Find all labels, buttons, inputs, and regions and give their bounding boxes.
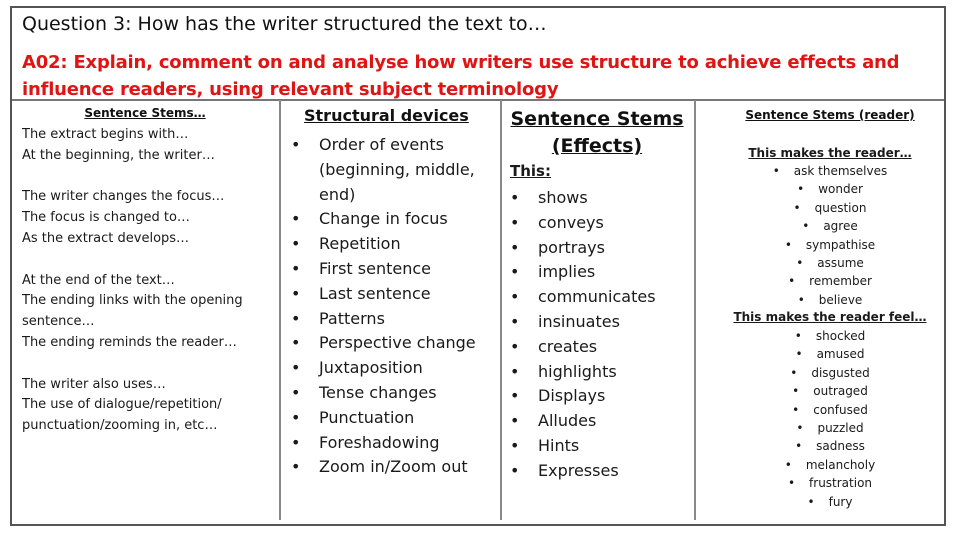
reader-item <box>696 474 960 492</box>
sentence-stem: At the beginning, the writer… <box>22 147 215 163</box>
effect-item <box>506 434 656 459</box>
sentence-stem: As the extract develops… <box>22 231 190 246</box>
structural-device-label: Juxtaposition <box>319 358 423 378</box>
sentence-stem: punctuation/zooming in, etc… <box>22 418 218 434</box>
sentence-stem: The ending reminds the reader… <box>22 335 237 350</box>
reader-item-label: frustration <box>809 476 873 491</box>
bullet-icon: • <box>796 421 804 436</box>
reader-item <box>696 272 960 290</box>
bullet-icon: • <box>802 219 810 234</box>
reader-item <box>696 236 960 254</box>
effect-label: highlights <box>538 361 617 381</box>
reader-item-label: sympathise <box>805 237 876 252</box>
sentence-stem: The ending links with the opening <box>22 293 243 309</box>
effect-label: Displays <box>538 386 606 406</box>
reader-item-label: remember <box>809 274 872 289</box>
reader-item <box>696 180 960 198</box>
structural-device-item <box>286 431 494 456</box>
reader-title: Sentence Stems (reader) <box>745 108 915 122</box>
effect-label: Hints <box>538 435 580 455</box>
bullet-icon: • <box>510 411 520 431</box>
bullet-icon: • <box>510 237 520 257</box>
effects-column <box>502 100 692 520</box>
reader-item <box>696 199 960 217</box>
effect-label: communicates <box>538 287 656 307</box>
reader-item-label: outraged <box>813 384 868 399</box>
sentence-stem: At the end of the text… <box>22 272 175 288</box>
effect-item <box>506 186 656 211</box>
bullet-icon: • <box>807 494 815 509</box>
reader-item <box>696 401 960 419</box>
reader-subtitle-1: This makes the reader… <box>748 146 912 160</box>
effect-label: Expresses <box>538 460 619 480</box>
bullet-icon: • <box>510 311 520 331</box>
reader-item-label: amused <box>816 347 865 362</box>
bullet-icon: • <box>784 237 792 252</box>
reader-item <box>696 437 960 455</box>
effect-item <box>506 236 656 261</box>
effect-item <box>506 409 656 434</box>
reader-item <box>696 217 960 235</box>
structural-device-item <box>286 307 494 332</box>
bullet-icon: • <box>291 209 301 229</box>
bullet-icon: • <box>291 308 301 328</box>
reader-item-label: puzzled <box>817 421 864 436</box>
reader-item <box>696 456 960 474</box>
sentence-stem: The extract begins with… <box>22 127 189 142</box>
structural-device-item <box>286 356 494 381</box>
reader-item <box>696 493 960 511</box>
effect-item <box>506 285 656 310</box>
reader-item-label: disgusted <box>811 365 870 380</box>
bullet-icon: • <box>510 386 520 406</box>
bullet-icon: • <box>291 382 301 402</box>
bullet-icon: • <box>787 476 796 491</box>
effects-subtitle: This: <box>510 162 551 180</box>
effect-item <box>506 310 656 335</box>
structural-device-label: Tense changes <box>319 382 437 402</box>
sentence-stem: The writer also uses… <box>22 376 166 392</box>
bullet-icon: • <box>291 457 301 477</box>
reader-item <box>696 291 960 309</box>
effects-title: Sentence Stems (Effects) <box>510 108 684 157</box>
reader-item-label: sadness <box>816 439 865 454</box>
bullet-icon: • <box>796 256 804 271</box>
bullet-icon: • <box>291 432 301 452</box>
bullet-icon: • <box>794 329 802 343</box>
bullet-icon: • <box>797 292 805 307</box>
bullet-icon: • <box>291 283 301 303</box>
bullet-icon: • <box>795 439 803 454</box>
bullet-icon: • <box>772 164 780 178</box>
structural-device-item <box>286 331 494 356</box>
bullet-icon: • <box>797 182 805 197</box>
structural-device-item <box>286 133 494 207</box>
bullet-icon: • <box>790 365 798 380</box>
reader-item-label: melancholy <box>805 457 876 472</box>
bullet-icon: • <box>291 333 301 353</box>
reader-actions-list <box>696 162 960 309</box>
effect-label: creates <box>538 336 598 356</box>
reader-item-label: assume <box>817 256 864 271</box>
structural-device-label: Last sentence <box>319 283 431 303</box>
bullet-icon: • <box>792 402 800 417</box>
reader-item <box>696 382 960 400</box>
structural-devices-title: Structural devices <box>304 106 469 125</box>
effect-label: Alludes <box>538 411 597 431</box>
reader-item-label: question <box>814 200 867 215</box>
worksheet-header <box>12 7 944 99</box>
bullet-icon: • <box>291 135 301 154</box>
reader-item-label: believe <box>818 292 863 307</box>
reader-item-label: confused <box>813 402 868 417</box>
reader-item <box>696 254 960 272</box>
reader-item <box>696 162 960 180</box>
reader-item-label: agree <box>823 219 858 234</box>
bullet-icon: • <box>788 274 796 289</box>
structural-device-item <box>286 406 494 431</box>
reader-item <box>696 364 960 382</box>
question-title: Question 3: How has the writer structured the text to… <box>22 13 547 35</box>
reader-subtitle-2: This makes the reader feel… <box>733 310 927 324</box>
reader-item-label: ask themselves <box>793 164 888 178</box>
sentence-stems-column <box>12 100 278 520</box>
effect-label: portrays <box>538 237 605 257</box>
bullet-icon: • <box>793 200 801 215</box>
reader-item-label: wonder <box>818 182 863 197</box>
reader-item <box>696 345 960 363</box>
structural-device-label: Zoom in/Zoom out <box>319 457 468 477</box>
structural-device-item <box>286 282 494 307</box>
bullet-icon: • <box>291 358 301 378</box>
effect-item <box>506 211 656 236</box>
bullet-icon: • <box>510 361 520 381</box>
structural-device-item <box>286 381 494 406</box>
column-divider <box>279 100 281 520</box>
structural-device-item <box>286 455 494 480</box>
sentence-stem: The writer changes the focus… <box>22 189 225 205</box>
structural-device-item <box>286 257 494 282</box>
reader-item <box>696 327 960 345</box>
structural-device-label: Foreshadowing <box>319 432 440 452</box>
bullet-icon: • <box>510 262 520 282</box>
bullet-icon: • <box>510 212 520 232</box>
bullet-icon: • <box>792 384 800 399</box>
structural-device-label: Order of events (beginning, middle, end) <box>319 135 475 204</box>
assessment-objective: A02: Explain, comment on and analyse how writers use structure to achieve effects and influence readers, using relevant subject terminology <box>22 52 900 100</box>
effect-item <box>506 335 656 360</box>
bullet-icon: • <box>510 336 520 356</box>
bullet-icon: • <box>291 234 301 254</box>
structural-devices-list <box>286 133 494 480</box>
sentence-stem: sentence… <box>22 314 95 330</box>
reader-item-label: shocked <box>815 329 866 343</box>
sentence-stem: The focus is changed to… <box>22 210 190 226</box>
structural-device-label: Perspective change <box>319 333 476 353</box>
effect-label: shows <box>538 188 588 207</box>
structural-device-label: Punctuation <box>319 407 415 427</box>
structural-device-label: First sentence <box>319 258 431 278</box>
structural-device-item <box>286 207 494 232</box>
reader-column <box>696 100 944 520</box>
bullet-icon: • <box>291 258 301 278</box>
effect-item <box>506 384 656 409</box>
bullet-icon: • <box>510 460 520 480</box>
structural-devices-column <box>282 100 498 520</box>
effect-item <box>506 260 656 285</box>
effect-label: implies <box>538 262 596 282</box>
effect-label: insinuates <box>538 311 620 331</box>
bullet-icon: • <box>510 188 520 207</box>
effect-item <box>506 360 656 385</box>
sentence-stem: The use of dialogue/repetition/ <box>22 397 222 413</box>
effect-label: conveys <box>538 212 604 232</box>
bullet-icon: • <box>291 407 301 427</box>
effects-list <box>506 186 656 484</box>
reader-item <box>696 419 960 437</box>
bullet-icon: • <box>510 435 520 455</box>
reader-feelings-list <box>696 327 960 511</box>
reader-item-label: fury <box>828 494 853 509</box>
structural-device-label: Patterns <box>319 308 385 328</box>
bullet-icon: • <box>510 287 520 307</box>
structural-device-label: Repetition <box>319 234 401 254</box>
structural-device-label: Change in focus <box>319 209 448 229</box>
bullet-icon: • <box>795 347 803 362</box>
structural-device-item <box>286 232 494 257</box>
bullet-icon: • <box>784 457 792 472</box>
effect-item <box>506 459 656 484</box>
sentence-stems-title: Sentence Stems… <box>84 106 206 120</box>
